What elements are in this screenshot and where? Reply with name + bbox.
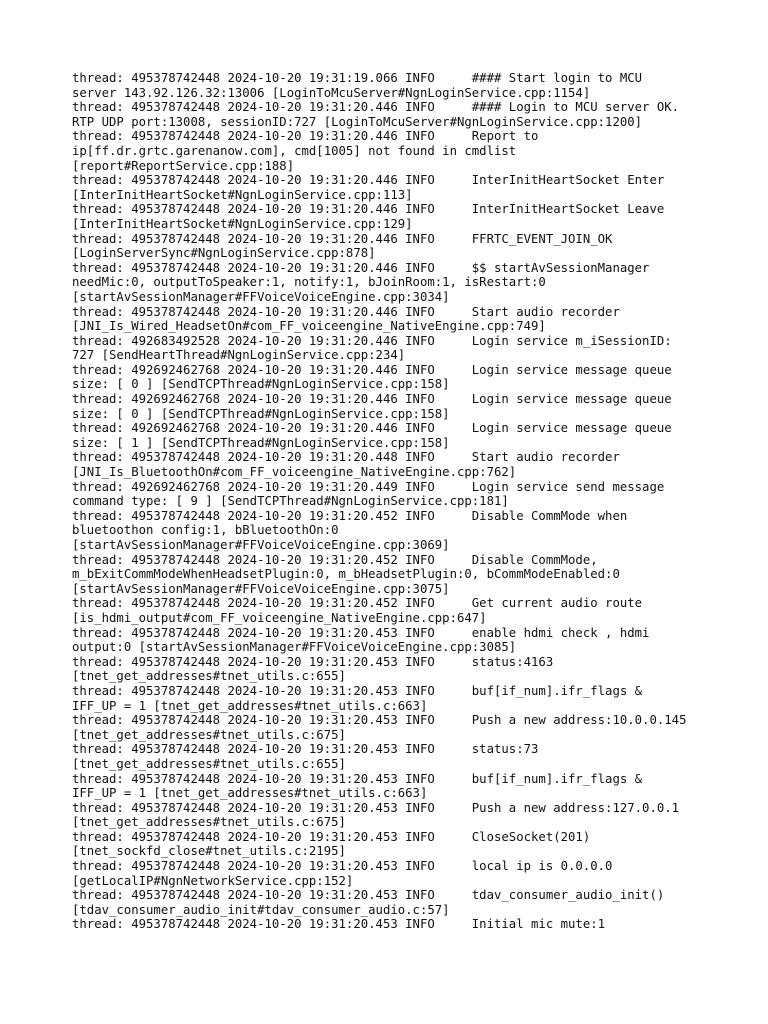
- log-line: thread: 495378742448 2024-10-20 19:31:20.446 INFO Start audio recorder: [72, 304, 620, 319]
- log-line: thread: 492683492528 2024-10-20 19:31:20.446 INFO Login service m_iSessionID:: [72, 333, 672, 348]
- log-line: IFF_UP = 1 [tnet_get_addresses#tnet_utils.c:663]: [72, 786, 428, 801]
- log-line: [tnet_get_addresses#tnet_utils.c:675]: [72, 727, 346, 742]
- log-line: RTP UDP port:13008, sessionID:727 [LoginToMcuServer#NgnLoginService.cpp:1200]: [72, 114, 643, 129]
- log-line: thread: 492692462768 2024-10-20 19:31:20.449 INFO Login service send message: [72, 479, 665, 494]
- log-line: [startAvSessionManager#FFVoiceVoiceEngine.cpp:3075]: [72, 581, 450, 596]
- log-line: thread: 495378742448 2024-10-20 19:31:20.446 INFO InterInitHeartSocket Enter: [72, 173, 665, 188]
- log-line: thread: 495378742448 2024-10-20 19:31:19.066 INFO #### Start login to MCU: [72, 71, 643, 85]
- log-line: IFF_UP = 1 [tnet_get_addresses#tnet_utils.c:663]: [72, 698, 428, 713]
- log-line: thread: 495378742448 2024-10-20 19:31:20.453 INFO tdav_consumer_audio_init(): [72, 888, 665, 903]
- log-line: thread: 492692462768 2024-10-20 19:31:20.446 INFO Login service message queue: [72, 392, 672, 407]
- log-line: thread: 495378742448 2024-10-20 19:31:20.453 INFO Push a new address:127.0.0.1: [72, 800, 680, 815]
- log-line: [LoginServerSync#NgnLoginService.cpp:878]: [72, 246, 376, 261]
- log-line: [InterInitHeartSocket#NgnLoginService.cpp:129]: [72, 216, 413, 231]
- log-line: thread: 495378742448 2024-10-20 19:31:20.453 INFO status:73: [72, 742, 539, 757]
- log-line: ip[ff.dr.grtc.garenanow.com], cmd[1005] not found in cmdlist: [72, 143, 517, 158]
- log-line: thread: 495378742448 2024-10-20 19:31:20.448 INFO Start audio recorder: [72, 450, 620, 465]
- log-line: [tdav_consumer_audio_init#tdav_consumer_audio.c:57]: [72, 902, 450, 917]
- log-line: size: [ 1 ] [SendTCPThread#NgnLoginService.cpp:158]: [72, 435, 450, 450]
- log-line: thread: 495378742448 2024-10-20 19:31:20.446 INFO FFRTC_EVENT_JOIN_OK: [72, 231, 613, 246]
- log-line: [InterInitHeartSocket#NgnLoginService.cpp:113]: [72, 187, 413, 202]
- log-line: server 143.92.126.32:13006 [LoginToMcuServer#NgnLoginService.cpp:1154]: [72, 85, 591, 100]
- log-line: bluetoothon config:1, bBluetoothOn:0: [72, 523, 339, 538]
- log-line: [tnet_get_addresses#tnet_utils.c:675]: [72, 815, 346, 830]
- log-line: thread: 492692462768 2024-10-20 19:31:20.446 INFO Login service message queue: [72, 421, 672, 436]
- log-line: thread: 495378742448 2024-10-20 19:31:20.452 INFO Disable CommMode when: [72, 508, 628, 523]
- log-line: [getLocalIP#NgnNetworkService.cpp:152]: [72, 873, 354, 888]
- log-line: thread: 495378742448 2024-10-20 19:31:20.446 INFO InterInitHeartSocket Leave: [72, 202, 665, 217]
- log-line: [startAvSessionManager#FFVoiceVoiceEngine.cpp:3069]: [72, 538, 450, 552]
- log-line: thread: 495378742448 2024-10-20 19:31:20.446 INFO $$ startAvSessionManager: [72, 260, 650, 275]
- log-line: needMic:0, outputToSpeaker:1, notify:1, bJoinRoom:1, isRestart:0: [72, 275, 546, 290]
- log-line: thread: 495378742448 2024-10-20 19:31:20.453 INFO CloseSocket(201): [72, 829, 591, 844]
- log-line: [tnet_sockfd_close#tnet_utils.c:2195]: [72, 844, 346, 859]
- log-line: thread: 495378742448 2024-10-20 19:31:20.446 INFO Report to: [72, 129, 539, 144]
- log-line: [startAvSessionManager#FFVoiceVoiceEngine.cpp:3034]: [72, 289, 450, 304]
- log-line: thread: 495378742448 2024-10-20 19:31:20.453 INFO buf[if_num].ifr_flags &: [72, 771, 643, 786]
- log-line: thread: 495378742448 2024-10-20 19:31:20.453 INFO local ip is 0.0.0.0: [72, 859, 613, 874]
- log-line: [tnet_get_addresses#tnet_utils.c:655]: [72, 669, 346, 684]
- log-line: thread: 495378742448 2024-10-20 19:31:20.453 INFO enable hdmi check , hdmi: [72, 625, 650, 640]
- log-line: thread: 495378742448 2024-10-20 19:31:20.446 INFO #### Login to MCU server OK.: [72, 100, 680, 115]
- log-line: [JNI_Is_BluetoothOn#com_FF_voiceengine_NativeEngine.cpp:762]: [72, 465, 517, 480]
- log-line: thread: 495378742448 2024-10-20 19:31:20.453 INFO status:4163: [72, 654, 554, 669]
- log-line: thread: 492692462768 2024-10-20 19:31:20.446 INFO Login service message queue: [72, 362, 672, 377]
- log-line: [is_hdmi_output#com_FF_voiceengine_NativeEngine.cpp:647]: [72, 610, 487, 625]
- log-line: [report#ReportService.cpp:188]: [72, 158, 295, 173]
- log-line: thread: 495378742448 2024-10-20 19:31:20.452 INFO Get current audio route: [72, 596, 643, 611]
- log-line: thread: 495378742448 2024-10-20 19:31:20.453 INFO buf[if_num].ifr_flags &: [72, 683, 643, 698]
- log-line: thread: 495378742448 2024-10-20 19:31:20.453 INFO Initial mic mute:1: [72, 917, 606, 932]
- log-line: [tnet_get_addresses#tnet_utils.c:655]: [72, 756, 346, 771]
- log-line: size: [ 0 ] [SendTCPThread#NgnLoginService.cpp:158]: [72, 406, 450, 421]
- log-text-block: [72, 71, 712, 932]
- log-line: 727 [SendHeartThread#NgnLoginService.cpp:234]: [72, 348, 406, 363]
- log-line: thread: 495378742448 2024-10-20 19:31:20.452 INFO Disable CommMode,: [72, 552, 598, 567]
- log-line: m_bExitCommModeWhenHeadsetPlugin:0, m_bHeadsetPlugin:0, bCommModeEnabled:0: [72, 567, 620, 582]
- log-line: size: [ 0 ] [SendTCPThread#NgnLoginService.cpp:158]: [72, 377, 450, 392]
- log-line: [JNI_Is_Wired_HeadsetOn#com_FF_voiceengine_NativeEngine.cpp:749]: [72, 319, 546, 334]
- log-line: thread: 495378742448 2024-10-20 19:31:20.453 INFO Push a new address:10.0.0.145: [72, 713, 687, 728]
- log-line: command type: [ 9 ] [SendTCPThread#NgnLoginService.cpp:181]: [72, 494, 509, 509]
- log-line: output:0 [startAvSessionManager#FFVoiceVoiceEngine.cpp:3085]: [72, 640, 517, 655]
